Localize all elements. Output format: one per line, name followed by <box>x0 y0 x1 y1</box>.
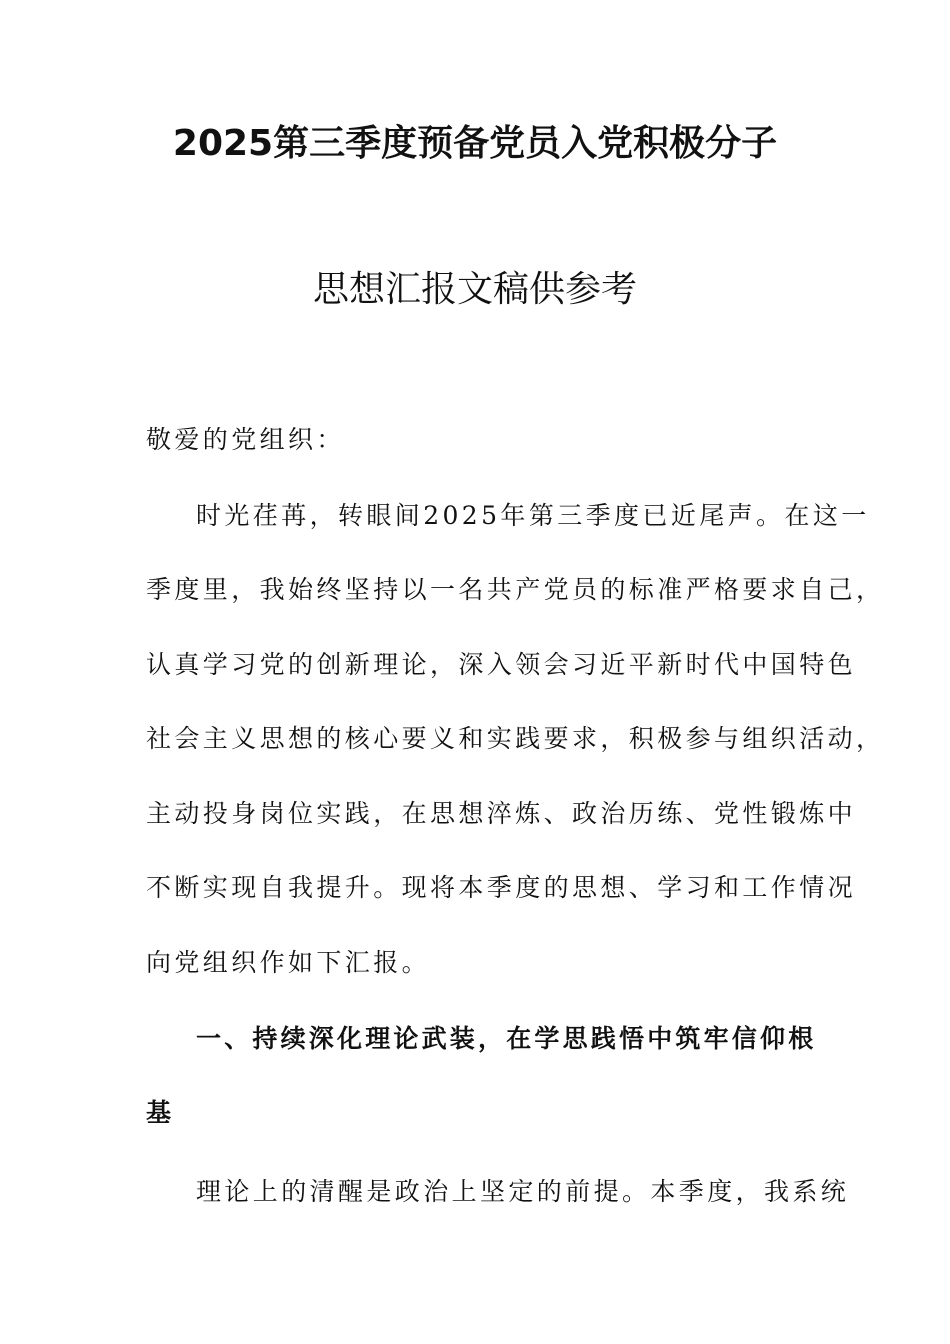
document-title-line-1: 2025第三季度预备党员入党积极分子 <box>172 123 778 164</box>
salutation: 敬爱的党组织： <box>146 425 345 454</box>
paragraph-1-line-7: 向党组织作如下汇报。 <box>146 948 431 977</box>
paragraph-1-line-3: 认真学习党的创新理论，深入领会习近平新时代中国特色 <box>146 650 857 679</box>
paragraph-1-line-1: 时光荏苒，转眼间2025年第三季度已近尾声。在这一 <box>196 501 870 530</box>
document-title-line-2: 思想汇报文稿供参考 <box>312 269 637 310</box>
paragraph-1-line-4: 社会主义思想的核心要义和实践要求，积极参与组织活动， <box>146 724 885 753</box>
paragraph-1-line-6: 不断实现自我提升。现将本季度的思想、学习和工作情况 <box>146 873 857 902</box>
section-1-heading-line-2: 基 <box>146 1098 175 1127</box>
paragraph-2-line-1: 理论上的清醒是政治上坚定的前提。本季度，我系统 <box>196 1177 850 1206</box>
paragraph-1-line-5: 主动投身岗位实践，在思想淬炼、政治历练、党性锻炼中 <box>146 799 857 828</box>
section-1-heading-line-1: 一、持续深化理论武装，在学思践悟中筑牢信仰根 <box>196 1024 817 1053</box>
paragraph-1-line-2: 季度里，我始终坚持以一名共产党员的标准严格要求自己， <box>146 575 885 604</box>
